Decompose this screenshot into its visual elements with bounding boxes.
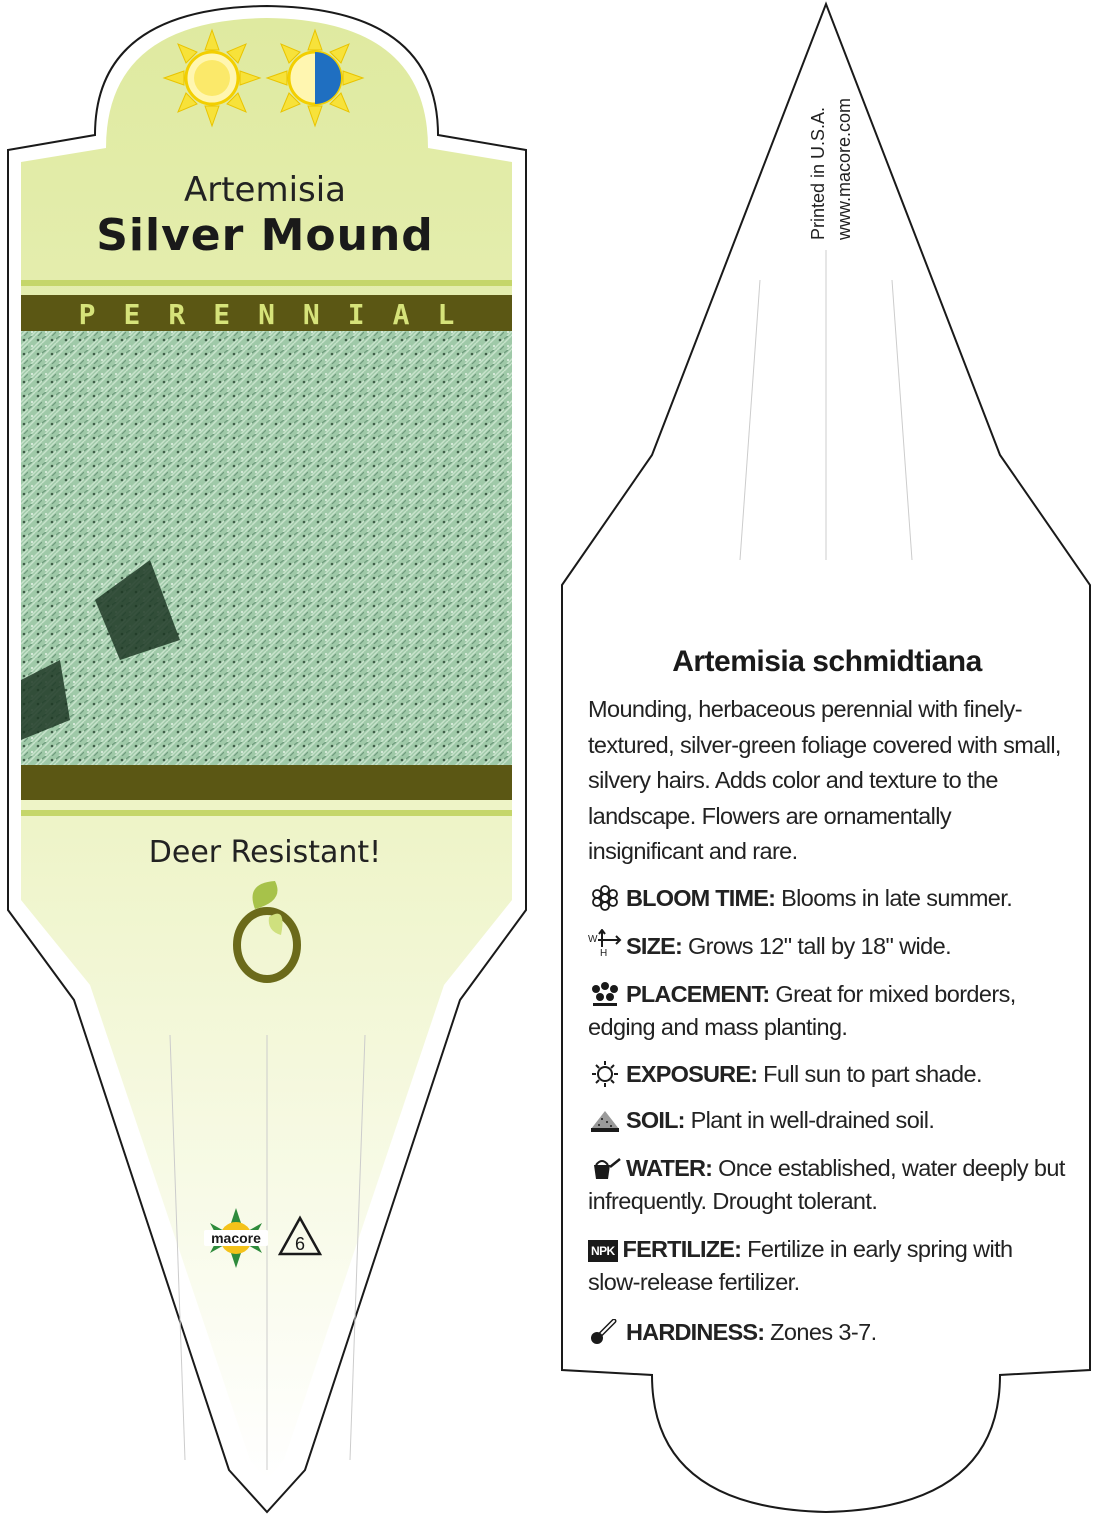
- hardiness-label: HARDINESS:: [626, 1319, 765, 1345]
- fertilize-text: Fertilize in early spring with slow-release fertilizer.: [588, 1236, 1013, 1295]
- flower-icon: [588, 885, 622, 911]
- placement-icon: [588, 981, 622, 1007]
- printed-info: [805, 98, 857, 240]
- placement-text: Great for mixed borders, edging and mass planting.: [588, 981, 1016, 1040]
- website-url: www.macore.com: [834, 97, 854, 240]
- npk-icon: NPK: [588, 1240, 618, 1262]
- fertilize-row: [588, 1233, 1066, 1299]
- water-row: [588, 1152, 1066, 1218]
- recycle-code: 6: [294, 1234, 305, 1254]
- plant-genus: Artemisia: [183, 170, 347, 210]
- watering-can-icon: [588, 1155, 622, 1181]
- plant-photo: [21, 331, 512, 765]
- exposure-text: Full sun to part shade.: [763, 1061, 982, 1087]
- stripe-top: [21, 280, 512, 286]
- thermometer-icon: [588, 1319, 622, 1345]
- size-row: [588, 930, 1066, 963]
- water-text: Once established, water deeply but infrequently. Drought tolerant.: [588, 1155, 1065, 1214]
- exposure-row: [588, 1058, 1066, 1091]
- hardiness-row: [588, 1316, 1066, 1349]
- deer-resistant-tagline: Deer Resistant!: [148, 835, 382, 870]
- macore-brand-text: macore: [204, 1230, 268, 1246]
- plant-description: Mounding, herbaceous perennial with finely-textured, silver-green foliage covered with small, silvery hairs. Adds color and texture to the landscape. Flowers are ornamentally insignificant and rare.: [588, 696, 1061, 864]
- placement-label: PLACEMENT:: [626, 981, 770, 1007]
- bloom-time-text: Blooms in late summer.: [781, 885, 1013, 911]
- stripe-bottom: [21, 810, 512, 816]
- water-label: WATER:: [626, 1155, 713, 1181]
- soil-text: Plant in well-drained soil.: [690, 1107, 935, 1133]
- size-label: SIZE:: [626, 933, 683, 959]
- size-icon: W H: [588, 933, 622, 959]
- soil-icon: [588, 1107, 622, 1133]
- full-sun-icon: [164, 30, 260, 126]
- part-shade-icon: [267, 30, 363, 126]
- bloom-time-row: [588, 882, 1066, 915]
- printed-in-usa: Printed in U.S.A.: [808, 106, 828, 240]
- photo-bottom-band: [21, 765, 512, 800]
- exposure-label: EXPOSURE:: [626, 1061, 758, 1087]
- soil-label: SOIL:: [626, 1107, 685, 1133]
- hardiness-text: Zones 3-7.: [770, 1319, 877, 1345]
- soil-row: [588, 1104, 1066, 1137]
- species-name: Artemisia schmidtiana: [672, 645, 982, 678]
- sun-outline-icon: [588, 1061, 622, 1087]
- plant-cultivar: Silver Mound: [96, 210, 434, 261]
- size-text: Grows 12" tall by 18" wide.: [688, 933, 952, 959]
- bloom-time-label: BLOOM TIME:: [626, 885, 776, 911]
- fertilize-label: FERTILIZE:: [622, 1236, 742, 1262]
- placement-row: [588, 978, 1066, 1044]
- category-banner: PERENNIAL: [21, 295, 512, 331]
